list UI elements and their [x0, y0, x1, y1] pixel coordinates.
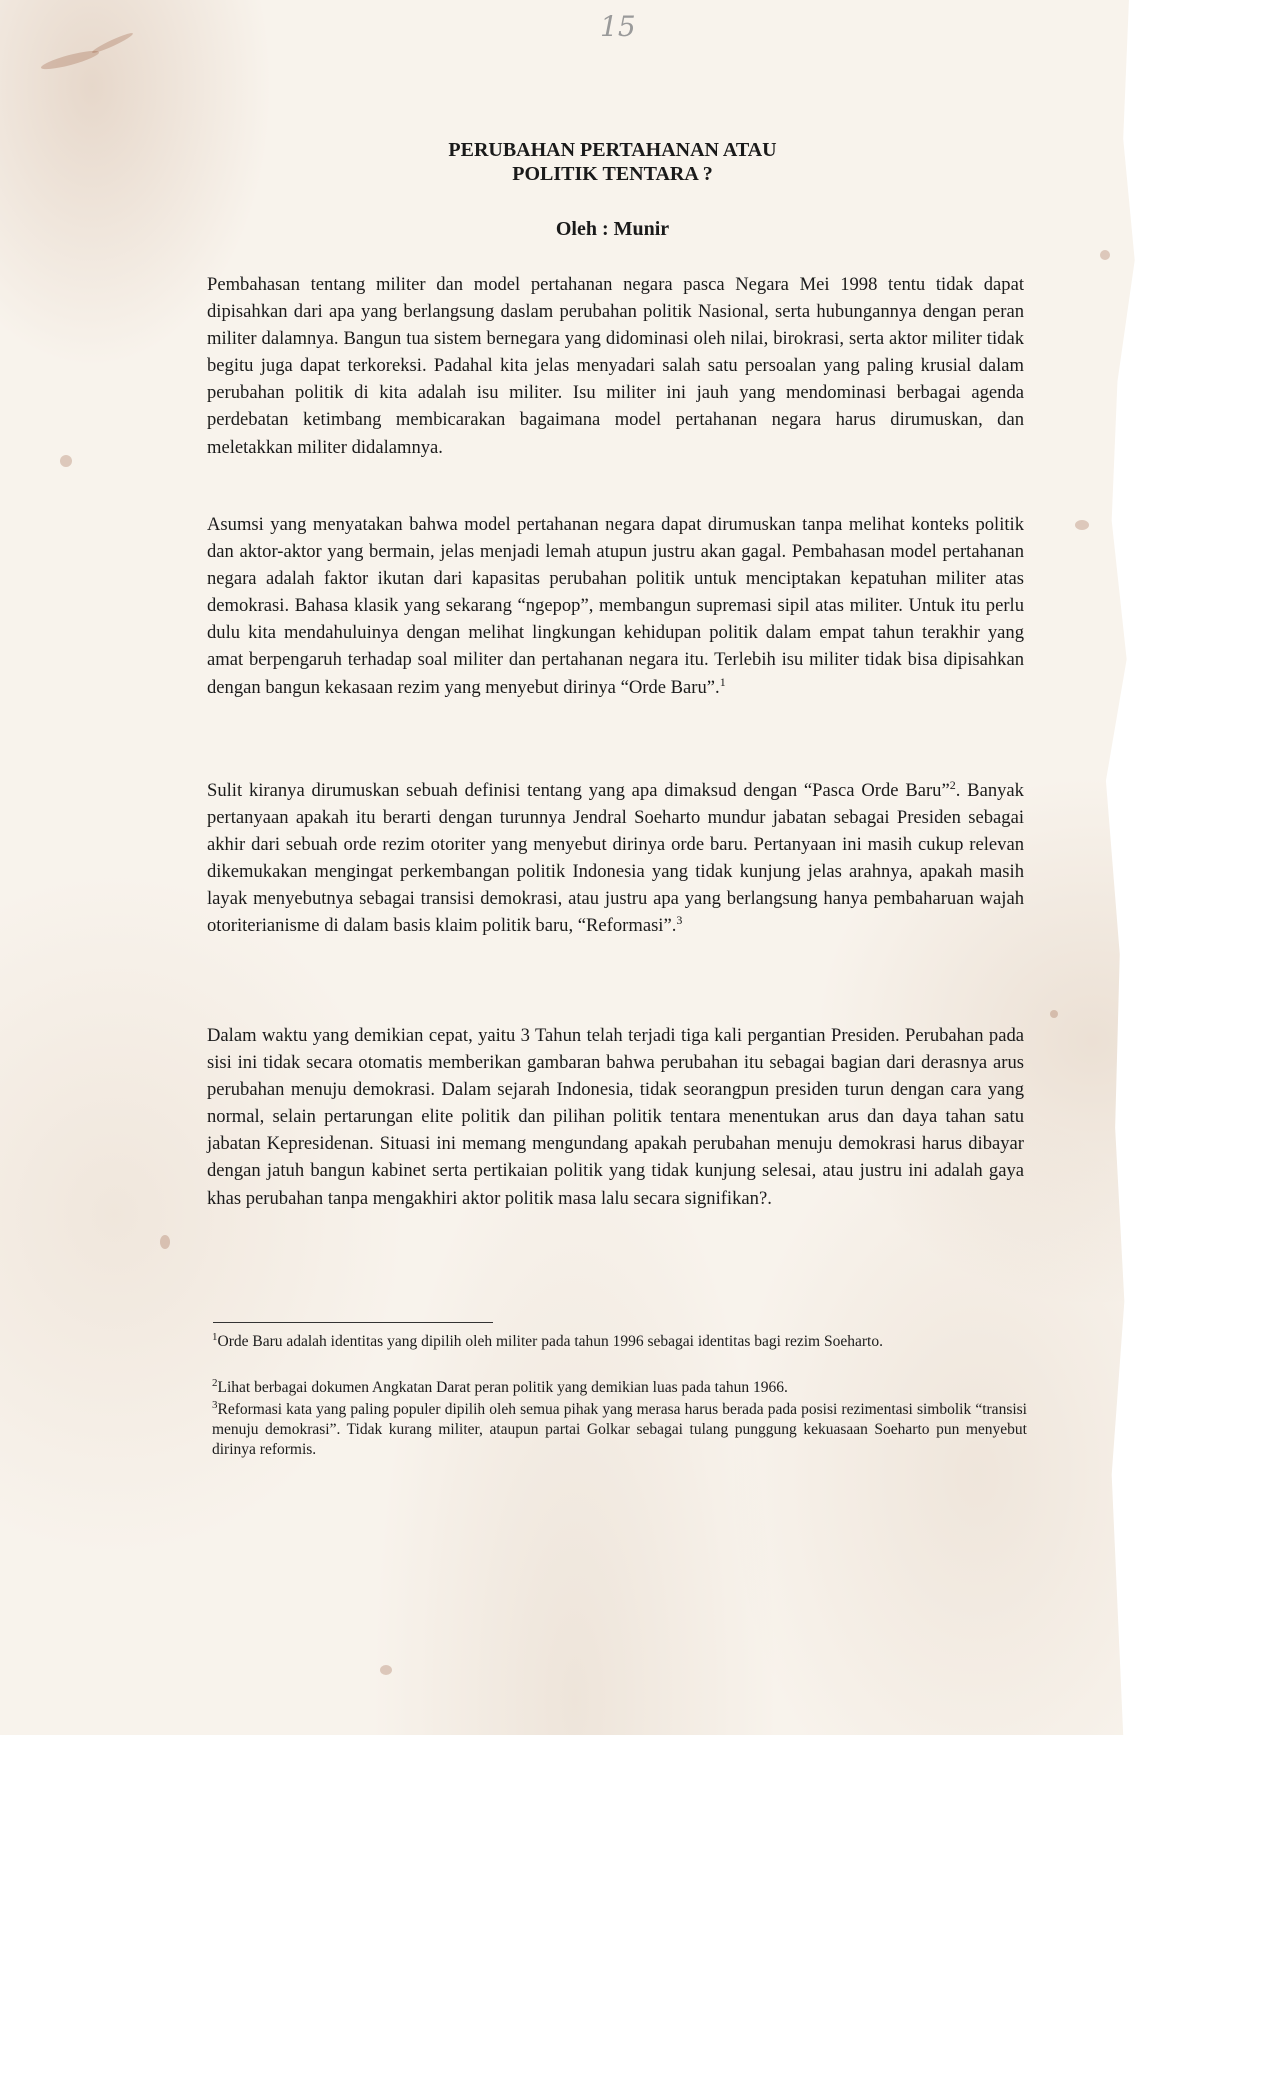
paragraph-1-text: Pembahasan tentang militer dan model pertahanan negara pasca Negara Mei 1998 tentu tidak dapat dipisahkan dari apa yang berlangsung daslam perubahan politik Nasional, serta hubungannya dengan peran militer dalamnya. Bangun tua sistem bernegara yang didominasi oleh nilai, birokrasi, serta aktor militer tidak begitu juga dapat terkoreksi. Padahal kita jelas menyadari salah satu persoalan yang paling krusial dalam perubahan politik di kita adalah isu militer. Isu militer ini jauh yang mendominasi berbagai agenda perdebatan ketimbang membicarakan bagaimana model pertahanan negara harus dirumuskan, dan meletakkan militer didalamnya.	[207, 274, 1024, 458]
stain-mark	[91, 31, 134, 55]
footnote-2	[212, 1378, 1027, 1398]
stain-mark	[60, 455, 72, 467]
author-byline: Oleh : Munir	[555, 218, 670, 240]
paragraph-2	[207, 511, 1024, 701]
footnote-3-text: Reformasi kata yang paling populer dipilih oleh semua pihak yang merasa harus berada pada posisi rezimentasi simbolik “transisi menuju demokrasi”. Tidak kurang militer, ataupun partai Golkar sebagai tulang punggung kekuasaan Soeharto pun menyebut dirinya reformis.	[212, 1401, 1027, 1458]
footnote-ref-3: 3	[676, 913, 683, 928]
footnote-2-mark: 2	[212, 1376, 218, 1389]
stain-mark	[1050, 1010, 1058, 1018]
footnote-ref-1: 1	[719, 674, 726, 689]
paragraph-3-text-b: . Banyak pertanyaan apakah itu berarti dengan turunnya Jendral Soeharto mundur jabatan sebagai Presiden sebagai akhir dari sebuah orde rezim otoriter yang menyebut dirinya orde baru. Pertanyaan ini masih cukup relevan dikemukakan mengingat perkembangan politik Indonesia yang tidak kunjung jelas arahnya, apakah masih layak menyebutnya sebagai transisi demokrasi, atau justru apa yang berlangsung hanya pembaharuan wajah otoriterianisme di dalam basis klaim politik baru, “Reformasi”.	[207, 780, 1024, 937]
footnote-1-mark: 1	[212, 1330, 218, 1343]
paragraph-3-text-a: Sulit kiranya dirumuskan sebuah definisi tentang yang apa dimaksud dengan “Pasca Orde Baru”	[207, 780, 950, 801]
footnote-3	[212, 1400, 1027, 1460]
page-title	[0, 138, 1225, 186]
title-line-1: PERUBAHAN PERTAHANAN ATAU	[448, 139, 777, 161]
paragraph-4	[207, 1022, 1024, 1212]
paragraph-1	[207, 271, 1024, 461]
stain-mark	[1075, 520, 1089, 530]
footnote-1-text: Orde Baru adalah identitas yang dipilih oleh militer pada tahun 1996 sebagai identitas bagi rezim Soeharto.	[217, 1333, 883, 1350]
footnote-1	[212, 1332, 1027, 1352]
paragraph-4-text: Dalam waktu yang demikian cepat, yaitu 3 Tahun telah terjadi tiga kali pergantian Presiden. Perubahan pada sisi ini tidak secara otomatis memberikan gambaran bahwa perubahan itu sebagai bagian dari derasnya arus perubahan menuju demokrasi. Dalam sejarah Indonesia, tidak seorangpun presiden turun dengan cara yang normal, selain pertarungan elite politik dan pilihan politik tentara menentukan arus dan daya tahan satu jabatan Kepresidenan. Situasi ini memang mengundang apakah perubahan menuju demokrasi harus dibayar dengan jatuh bangun kabinet serta pertikaian politik yang tidak kunjung selesai, atau justru ini adalah gaya khas perubahan tanpa mengakhiri aktor politik masa lalu secara signifikan?.	[207, 1025, 1024, 1209]
paragraph-2-text: Asumsi yang menyatakan bahwa model pertahanan negara dapat dirumuskan tanpa melihat konteks politik dan aktor-aktor yang bermain, jelas menjadi lemah atupun justru akan gagal. Pembahasan model pertahanan negara adalah faktor ikutan dari kapasitas perubahan politik untuk menciptakan kepatuhan militer atas demokrasi. Bahasa klasik yang sekarang “ngepop”, membangun supremasi sipil atas militer. Untuk itu perlu dulu kita mendahuluinya dengan melihat lingkungan kehidupan politik dalam empat tahun terakhir yang amat berpengaruh terhadap soal militer dan pertahanan negara itu. Terlebih isu militer tidak bisa dipisahkan dengan bangun kekasaan rezim yang menyebut dirinya “Orde Baru”.	[207, 514, 1024, 698]
footnote-ref-2: 2	[949, 777, 956, 792]
footnote-3-mark: 3	[212, 1398, 218, 1411]
paragraph-3	[207, 777, 1024, 940]
title-line-2: POLITIK TENTARA ?	[512, 163, 713, 185]
stain-mark	[1100, 250, 1110, 260]
stain-mark	[380, 1665, 392, 1675]
footnote-2-text: Lihat berbagai dokumen Angkatan Darat peran politik yang demikian luas pada tahun 1966.	[217, 1379, 788, 1396]
footnote-divider	[213, 1322, 493, 1323]
page-number: 15	[600, 10, 636, 43]
stain-mark	[160, 1235, 170, 1249]
